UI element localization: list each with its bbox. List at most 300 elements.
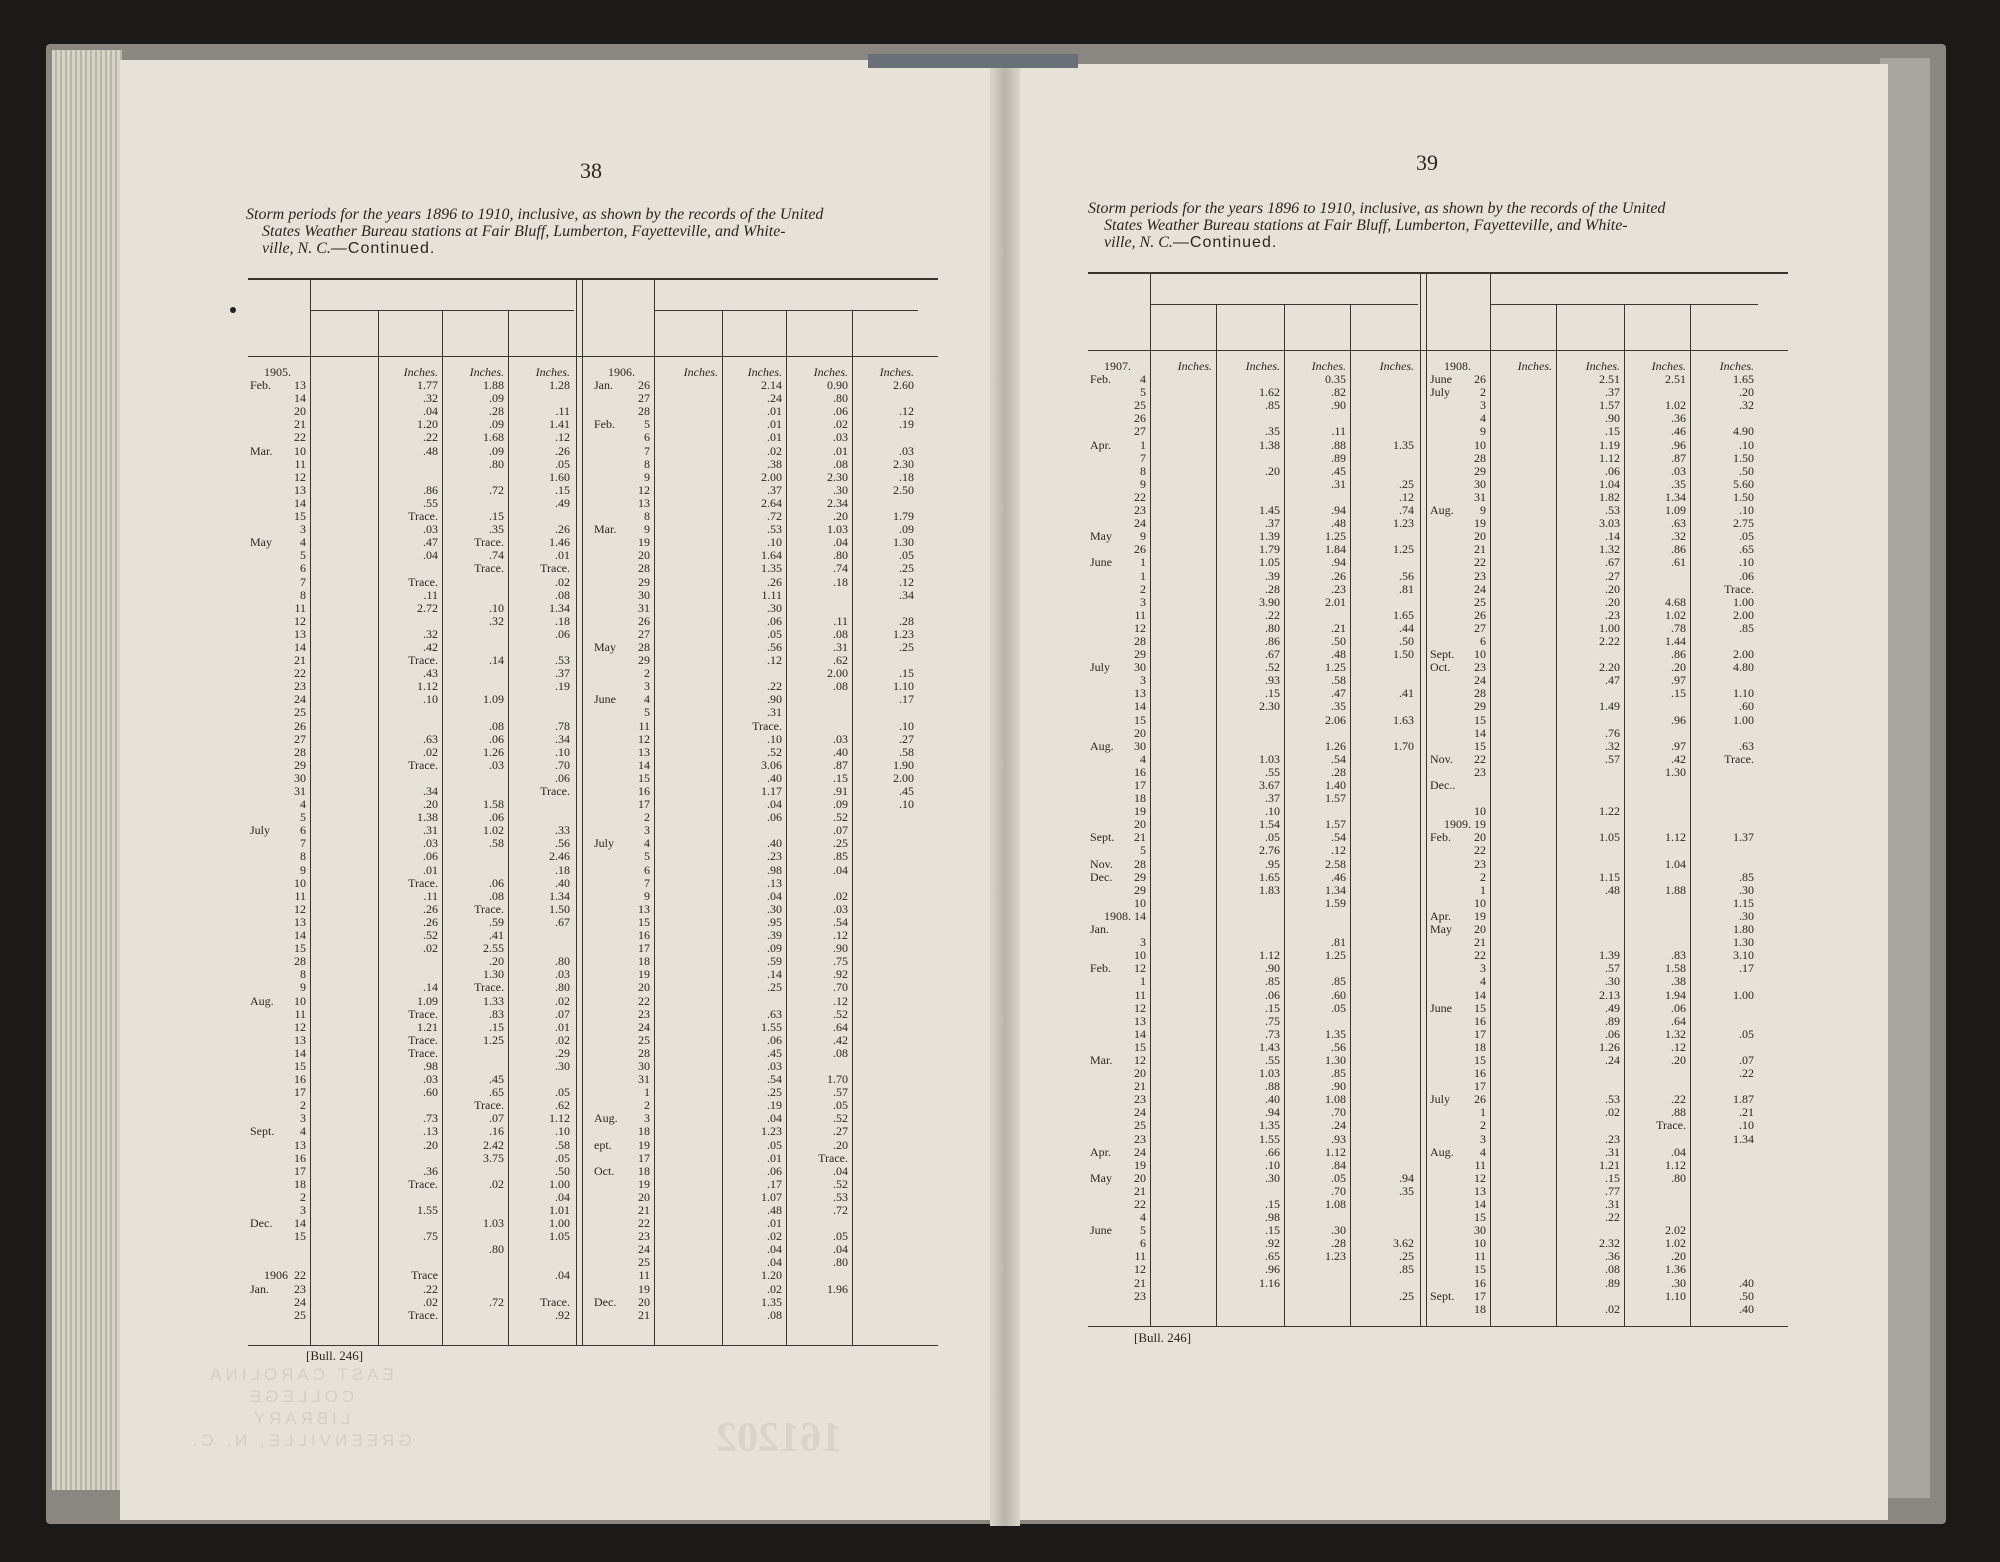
table-row (1494, 858, 1552, 871)
table-row (1560, 465, 1620, 478)
whiteville-value: 1.23 (1393, 516, 1414, 531)
lumberton-value: .85 (1265, 398, 1280, 413)
table-row (1694, 609, 1754, 622)
table-row (1694, 714, 1754, 727)
lumberton-value: .52 (1265, 660, 1280, 675)
day-cell: 4 (1140, 1210, 1146, 1225)
lumberton-value: Trace. (408, 1006, 438, 1021)
month-cell: June (1430, 1000, 1452, 1015)
day-cell: 12 (294, 469, 306, 484)
fayetteville-value: 1.25 (1325, 660, 1346, 675)
table-row (1354, 1015, 1414, 1028)
fayetteville-value: .05 (833, 1229, 848, 1244)
fayetteville-value: 1.94 (1665, 987, 1686, 1002)
whiteville-value: 2.60 (893, 378, 914, 393)
day-cell: 14 (638, 757, 650, 772)
table-row (1154, 386, 1212, 399)
table-row (314, 589, 374, 602)
table-row (1154, 556, 1212, 569)
lumberton-value: 1.22 (1599, 804, 1620, 819)
table-row (1628, 975, 1686, 988)
table-row (1154, 714, 1212, 727)
table-row (856, 1217, 914, 1230)
page-number-left: 38 (580, 158, 602, 183)
table-row (314, 968, 374, 981)
table-row (512, 1309, 570, 1322)
table-row (1220, 1119, 1280, 1132)
whiteville-value: .63 (1739, 738, 1754, 753)
table-row (314, 903, 374, 916)
day-cell: 6 (300, 823, 306, 838)
whiteville-value: .04 (555, 1268, 570, 1283)
table-row (512, 1060, 570, 1073)
table-row (1354, 1198, 1414, 1211)
table-row (1154, 700, 1212, 713)
table-row (1288, 425, 1346, 438)
table-row (314, 798, 374, 811)
table-row (512, 431, 570, 444)
lumberton-value: .25 (767, 980, 782, 995)
table-row (1154, 1185, 1212, 1198)
day-cell: 24 (638, 1019, 650, 1034)
fayetteville-value: .04 (833, 535, 848, 550)
fayetteville-value: .62 (833, 653, 848, 668)
table-row (512, 890, 570, 903)
day-cell: 24 (638, 1242, 650, 1257)
table-row (658, 667, 718, 680)
fayetteville-value: .72 (489, 482, 504, 497)
table-row (1628, 1159, 1686, 1172)
day-cell: 10 (294, 993, 306, 1008)
table-row (1354, 766, 1414, 779)
fayetteville-value: 1.10 (1665, 1288, 1686, 1303)
table-row (1220, 884, 1280, 897)
lumberton-value: .42 (423, 639, 438, 654)
table-row (1628, 753, 1686, 766)
lumberton-value: .85 (1265, 974, 1280, 989)
table-row (658, 615, 718, 628)
day-cell: 30 (294, 770, 306, 785)
day-cell: 21 (294, 417, 306, 432)
table-row (446, 1243, 504, 1256)
fayetteville-value: .35 (1671, 476, 1686, 491)
fayetteville-value: .63 (1671, 516, 1686, 531)
table-row (1288, 399, 1346, 412)
fayetteville-value: .50 (1331, 633, 1346, 648)
column-rule (378, 310, 379, 1345)
whiteville-value: .81 (1399, 581, 1414, 596)
lumberton-value: .02 (423, 744, 438, 759)
lumberton-value: 3.67 (1259, 778, 1280, 792)
whiteville-value: .10 (1739, 503, 1754, 518)
whiteville-value: 1.35 (1393, 437, 1414, 452)
day-cell: 17 (1474, 1026, 1486, 1041)
column-rule (1284, 304, 1285, 1326)
table-row (314, 392, 374, 405)
table-row (1560, 452, 1620, 465)
center-double-rule (1420, 272, 1427, 1326)
lumberton-value: .22 (423, 1281, 438, 1296)
table-row (446, 1165, 504, 1178)
table-row (382, 589, 438, 602)
table-row (658, 1230, 718, 1243)
table-row (314, 1060, 374, 1073)
table-row (1628, 884, 1686, 897)
table-row (1628, 439, 1686, 452)
table-row (1154, 1028, 1212, 1041)
table-row (382, 431, 438, 444)
fayetteville-value: 1.88 (483, 378, 504, 393)
fayetteville-value: .35 (1331, 699, 1346, 714)
table-row (1154, 1133, 1212, 1146)
whiteville-value: .70 (555, 757, 570, 772)
table-row (382, 720, 438, 733)
month-cell: Apr. (1430, 908, 1451, 923)
month-cell: July (1430, 385, 1451, 400)
lumberton-value: 1.00 (1599, 620, 1620, 635)
fayetteville-value: 1.30 (483, 967, 504, 982)
day-cell: 4 (300, 1124, 306, 1139)
whiteville-value: .05 (1739, 529, 1754, 544)
lumberton-value: 1.23 (761, 1124, 782, 1139)
day-cell: 18 (1474, 1301, 1486, 1316)
fayetteville-value: .90 (1331, 1079, 1346, 1094)
lumberton-value: .15 (1265, 1197, 1280, 1211)
day-cell: 15 (1474, 1210, 1486, 1225)
whiteville-value: 1.00 (1733, 712, 1754, 727)
day-cell: 15 (1474, 1000, 1486, 1015)
table-row (382, 602, 438, 615)
table-row (1560, 1015, 1620, 1028)
day-cell: 22 (1134, 1197, 1146, 1211)
table-row (512, 484, 570, 497)
table-row (1494, 583, 1552, 596)
fayetteville-value: 1.34 (1665, 489, 1686, 504)
day-cell: 20 (1474, 922, 1486, 937)
lumberton-value: .88 (1265, 1079, 1280, 1094)
table-row (790, 877, 848, 890)
table-row (1288, 1303, 1346, 1316)
whiteville-value: .06 (555, 770, 570, 785)
day-cell: 10 (1474, 804, 1486, 819)
table-row (1628, 871, 1686, 884)
day-cell: 4 (1480, 974, 1486, 989)
fayetteville-value: .75 (833, 954, 848, 969)
table-row (382, 1178, 438, 1191)
table-row (1354, 858, 1414, 871)
column-rule (442, 310, 443, 1345)
table-row (1354, 714, 1414, 727)
table-row (726, 720, 782, 733)
table-row (726, 1296, 782, 1309)
table-row (1288, 1146, 1346, 1159)
whiteville-value: .20 (1739, 385, 1754, 400)
day-cell: 7 (300, 574, 306, 589)
table-row (1154, 1093, 1212, 1106)
table-row (1154, 1041, 1212, 1054)
month-cell: Oct. (594, 1163, 615, 1178)
table-row (726, 1125, 782, 1138)
fayetteville-value: 1.02 (1665, 398, 1686, 413)
day-cell: 14 (1134, 908, 1146, 923)
fayetteville-value: .61 (1671, 555, 1686, 570)
table-caption-right (1088, 200, 1788, 251)
table-row (658, 720, 718, 733)
fayetteville-value: 1.36 (1665, 1262, 1686, 1277)
lumberton-value: .15 (1605, 424, 1620, 439)
table-row (1288, 714, 1346, 727)
whiteville-value: .49 (555, 495, 570, 510)
table-row (1354, 818, 1414, 831)
lumberton-value: .67 (1605, 555, 1620, 570)
month-cell: Feb. (250, 378, 271, 393)
table-row (446, 850, 504, 863)
column-rule (654, 278, 655, 1345)
table-row (1560, 1028, 1620, 1041)
page-number-right: 39 (1416, 150, 1438, 175)
table-row (446, 981, 504, 994)
table-row (1354, 1159, 1414, 1172)
whiteville-value: .07 (1739, 1052, 1754, 1067)
table-row (1560, 1277, 1620, 1290)
column-rule (1556, 304, 1557, 1326)
table-row (790, 1283, 848, 1296)
table-row (658, 890, 718, 903)
fayetteville-value: 1.25 (483, 1032, 504, 1047)
whiteville-value: 1.30 (1733, 935, 1754, 950)
table-row (446, 471, 504, 484)
lumberton-value: .59 (767, 954, 782, 969)
table-row (1154, 674, 1212, 687)
table-row (1220, 360, 1280, 373)
whiteville-value: .56 (555, 836, 570, 851)
day-column (1464, 360, 1486, 1316)
day-cell: 12 (1134, 961, 1146, 976)
day-cell: 2 (644, 1098, 650, 1113)
month-cell: Aug. (250, 993, 274, 1008)
table-row (446, 1269, 504, 1282)
table-row (1494, 1002, 1552, 1015)
whiteville-value: .26 (555, 443, 570, 458)
whiteville-value: .11 (555, 404, 570, 419)
table-row (726, 1021, 782, 1034)
day-cell: 16 (638, 784, 650, 798)
day-cell: 21 (638, 1307, 650, 1322)
whiteville-value: 1.90 (893, 757, 914, 772)
table-row (1694, 1028, 1754, 1041)
day-cell: 11 (1134, 987, 1146, 1002)
fayetteville-value: Trace. (474, 535, 504, 550)
table-row (314, 733, 374, 746)
whiteville-value: 1.50 (1733, 450, 1754, 465)
table-row (1154, 792, 1212, 805)
table-row (1154, 818, 1212, 831)
table-row (1354, 792, 1414, 805)
fayetteville-value: .30 (1331, 1223, 1346, 1238)
fayetteville-value: 1.35 (1325, 1026, 1346, 1041)
fayetteville-value: .41 (489, 928, 504, 943)
day-cell: 21 (1474, 935, 1486, 950)
table-row (1220, 1146, 1280, 1159)
table-row (1694, 989, 1754, 1002)
table-row (446, 1008, 504, 1021)
day-cell: 13 (294, 1032, 306, 1047)
day-cell: 3 (644, 823, 650, 838)
lumberton-value: .02 (1605, 1301, 1620, 1316)
table-row (1288, 583, 1346, 596)
whiteville-value: .02 (555, 993, 570, 1008)
table-row (314, 1243, 374, 1256)
day-cell: 26 (1474, 372, 1486, 387)
lumberton-value: 1.35 (1259, 1118, 1280, 1133)
fayetteville-value: .72 (833, 1203, 848, 1217)
table-row (1628, 831, 1686, 844)
table-row (1494, 1172, 1552, 1185)
table-row (314, 1230, 374, 1243)
fayetteville-value: 2.02 (1665, 1223, 1686, 1238)
month-cell: 1905. (264, 365, 291, 379)
table-row (314, 431, 374, 444)
day-cell: 9 (644, 522, 650, 537)
whiteville-value: 1.30 (893, 535, 914, 550)
lumberton-value: .24 (767, 391, 782, 406)
table-row (726, 445, 782, 458)
lumberton-value: .06 (1605, 1026, 1620, 1041)
fayetteville-value: .85 (833, 849, 848, 864)
table-row (856, 1178, 914, 1191)
whiteville-value: .34 (555, 731, 570, 746)
month-cell: June (594, 692, 616, 707)
table-row (512, 1125, 570, 1138)
table-row (314, 1296, 374, 1309)
fayetteville-value: .12 (833, 928, 848, 943)
table-row (314, 1086, 374, 1099)
day-cell: 5 (1140, 843, 1146, 858)
lumberton-value: 2.13 (1599, 987, 1620, 1002)
table-row (1494, 871, 1552, 884)
fayetteville-value: 1.26 (483, 744, 504, 759)
day-cell: 15 (1474, 712, 1486, 727)
table-row (790, 1021, 848, 1034)
lumberton-value: .26 (423, 914, 438, 929)
lumberton-value: .10 (767, 535, 782, 550)
fayetteville-value: .12 (1331, 843, 1346, 858)
table-row (1288, 1250, 1346, 1263)
lumberton-value: .90 (767, 692, 782, 707)
lumberton-value: .90 (1265, 961, 1280, 976)
table-row (856, 471, 914, 484)
table-row (658, 1165, 718, 1178)
table-row (1154, 661, 1212, 674)
table-row (1694, 1263, 1754, 1276)
whiteville-value: .78 (555, 718, 570, 733)
table-row (1494, 962, 1552, 975)
lumberton-value: 1.38 (1259, 437, 1280, 452)
lumberton-value: 1.77 (417, 378, 438, 393)
table-row (1220, 465, 1280, 478)
table-row (1694, 805, 1754, 818)
table-row (512, 602, 570, 615)
table-row (726, 995, 782, 1008)
table-row (726, 1152, 782, 1165)
table-row (1154, 910, 1212, 923)
lumberton-value: 1.55 (761, 1019, 782, 1034)
table-row (1288, 700, 1346, 713)
table-row (1628, 923, 1686, 936)
table-row (382, 615, 438, 628)
table-row (1354, 1054, 1414, 1067)
table-row (1628, 1015, 1686, 1028)
lumberton-value: .22 (767, 679, 782, 694)
table-row (314, 1204, 374, 1217)
day-cell: 3 (300, 522, 306, 537)
lumberton-value: .06 (423, 849, 438, 864)
month-cell: Apr. (1090, 1144, 1111, 1159)
lumberton-value: .14 (1605, 529, 1620, 544)
table-row (1494, 727, 1552, 740)
day-cell: 24 (1474, 581, 1486, 596)
whiteville-value: .10 (899, 797, 914, 812)
lumberton-value: .15 (1265, 686, 1280, 701)
month-cell: 1907. (1104, 359, 1131, 373)
lumberton-value: Inches. (403, 365, 438, 379)
fayetteville-value: .12 (833, 993, 848, 1008)
table-row (658, 418, 718, 431)
table-row (314, 864, 374, 877)
lumberton-value: .37 (1265, 791, 1280, 806)
lumberton-value: 1.55 (1259, 1131, 1280, 1146)
table-row (1354, 412, 1414, 425)
whiteville-value: Trace. (540, 784, 570, 798)
month-cell: Jan. (250, 1281, 269, 1296)
day-cell: 24 (1134, 516, 1146, 531)
lumberton-value: .89 (1605, 1275, 1620, 1290)
table-row (1494, 556, 1552, 569)
table-row (1154, 753, 1212, 766)
table-row (446, 693, 504, 706)
table-row (856, 1309, 914, 1322)
fayetteville-value: 2.00 (827, 666, 848, 681)
table-row (1628, 596, 1686, 609)
day-cell: 14 (294, 928, 306, 943)
lumberton-value: .32 (1605, 738, 1620, 753)
lumberton-value: .01 (767, 417, 782, 432)
day-cell: 24 (1134, 1105, 1146, 1120)
lumberton-value: 1.79 (1259, 542, 1280, 557)
lumberton-value: .92 (1265, 1236, 1280, 1251)
table-row (856, 929, 914, 942)
month-cell: Sept. (1430, 647, 1455, 662)
table-row (1694, 766, 1754, 779)
table-row (446, 706, 504, 719)
lumberton-value: Trace. (408, 1045, 438, 1060)
table-row (1154, 975, 1212, 988)
table-row (1354, 910, 1414, 923)
lumberton-value: .22 (1265, 607, 1280, 622)
table-row (1494, 779, 1552, 792)
table-row (512, 798, 570, 811)
caption-continued: —Continued. (330, 240, 436, 257)
whiteville-value: .12 (555, 430, 570, 445)
lumberton-value: .02 (767, 443, 782, 458)
table-row (512, 1296, 570, 1309)
table-row (1220, 452, 1280, 465)
month-cell: Sept. (1090, 830, 1115, 845)
day-cell: 18 (1474, 1039, 1486, 1054)
table-row (1354, 936, 1414, 949)
whiteville-value: .40 (1739, 1301, 1754, 1316)
stamp-line-1: EAST CAROLINA COLLEGE (206, 1365, 394, 1406)
